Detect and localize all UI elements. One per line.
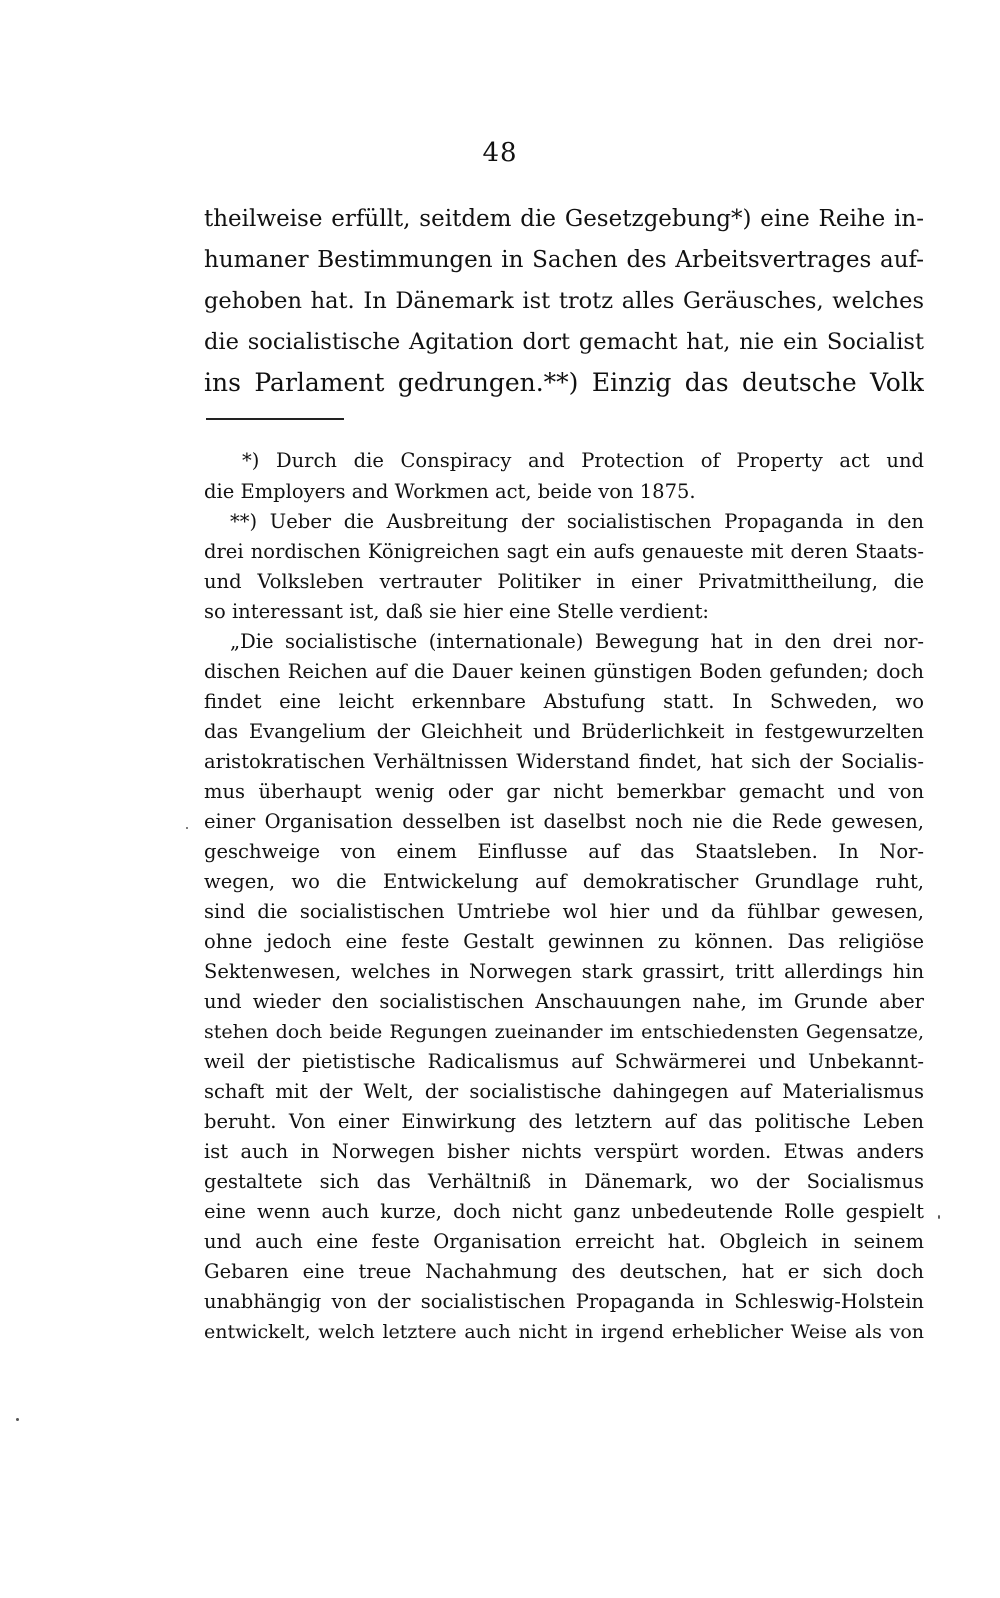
footnote-quote-line: stehen doch beide Regungen zueinander im entschiedensten Gegensatze,	[204, 1021, 924, 1043]
paper-speck	[186, 827, 188, 829]
footnote-quote-line: sind die socialistischen Umtriebe wol hier und da fühlbar gewesen,	[204, 900, 924, 923]
footnote-quote-line: dischen Reichen auf die Dauer keinen günstigen Boden gefunden; doch	[204, 660, 924, 683]
footnote-quote-line: und wieder den socialistischen Anschauungen nahe, im Grunde aber	[204, 990, 924, 1013]
main-text-line: die socialistische Agitation dort gemacht hat, nie ein Socialist	[204, 329, 924, 355]
footnote-quote-line: aristokratischen Verhältnissen Widerstand findet, hat sich der Socialis-	[204, 750, 924, 773]
footnote-quote-line: ist auch in Norwegen bisher nichts verspürt worden. Etwas anders	[204, 1140, 924, 1163]
footnote-line: drei nordischen Königreichen sagt ein aufs genaueste mit deren Staats-	[204, 540, 924, 563]
main-text-line: gehoben hat. In Dänemark ist trotz alles Geräusches, welches	[204, 288, 924, 314]
footnote-quote-line: schaft mit der Welt, der socialistische dahingegen auf Materialismus	[204, 1080, 924, 1103]
footnote-line: so interessant ist, daß sie hier eine Stelle verdient:	[204, 600, 709, 623]
footnote-quote-line: ohne jedoch eine feste Gestalt gewinnen zu können. Das religiöse	[204, 930, 924, 953]
footnote-quote-line: Gebaren eine treue Nachahmung des deutschen, hat er sich doch	[204, 1260, 924, 1283]
footnote-quote-line: einer Organisation desselben ist daselbst noch nie die Rede gewesen,	[204, 810, 924, 833]
main-text-line: humaner Bestimmungen in Sachen des Arbeitsvertrages auf-	[204, 247, 924, 273]
page-number: 48	[482, 138, 518, 168]
footnote-quote-line: und auch eine feste Organisation erreicht hat. Obgleich in seinem	[204, 1230, 924, 1253]
footnote-quote-line: unabhängig von der socialistischen Propaganda in Schleswig-Holstein	[204, 1290, 924, 1313]
footnote-quote-line: entwickelt, welch letztere auch nicht in irgend erheblicher Weise als von	[204, 1321, 924, 1343]
footnote-quote-line: geschweige von einem Einflusse auf das Staatsleben. In Nor-	[204, 840, 924, 863]
main-text-line: theilweise erfüllt, seitdem die Gesetzgebung*) eine Reihe in-	[204, 206, 924, 232]
footnote-quote-line: findet eine leicht erkennbare Abstufung statt. In Schweden, wo	[204, 690, 924, 713]
footnote-quote-line: „Die socialistische (internationale) Bewegung hat in den drei nor-	[230, 630, 924, 653]
footnote-quote-line: weil der pietistische Radicalismus auf Schwärmerei und Unbekannt-	[204, 1050, 924, 1073]
footnote-line: die Employers and Workmen act, beide von 1875.	[204, 480, 696, 503]
footnote-quote-line: wegen, wo die Entwickelung auf demokratischer Grundlage ruht,	[204, 870, 924, 893]
paper-speck	[938, 1215, 940, 1219]
footnote-separator-rule	[206, 418, 344, 420]
paper-speck	[16, 1418, 19, 1421]
footnote-quote-line: Sektenwesen, welches in Norwegen stark grassirt, tritt allerdings hin	[204, 960, 924, 983]
footnote-line: *) Durch die Conspiracy and Protection of Property act und	[242, 449, 924, 472]
footnote-quote-line: gestaltete sich das Verhältniß in Dänemark, wo der Socialismus	[204, 1170, 924, 1193]
footnote-line: **) Ueber die Ausbreitung der socialistischen Propaganda in den	[230, 510, 924, 533]
footnote-line: und Volksleben vertrauter Politiker in einer Privatmittheilung, die	[204, 570, 924, 593]
footnote-quote-line: das Evangelium der Gleichheit und Brüderlichkeit in festgewurzelten	[204, 720, 924, 743]
footnote-quote-line: beruht. Von einer Einwirkung des letztern auf das politische Leben	[204, 1110, 924, 1133]
main-text-line: ins Parlament gedrungen.**) Einzig das deutsche Volk	[204, 368, 924, 397]
footnote-quote-line: eine wenn auch kurze, doch nicht ganz unbedeutende Rolle gespielt	[204, 1200, 924, 1223]
footnote-quote-line: mus überhaupt wenig oder gar nicht bemerkbar gemacht und von	[204, 780, 924, 803]
